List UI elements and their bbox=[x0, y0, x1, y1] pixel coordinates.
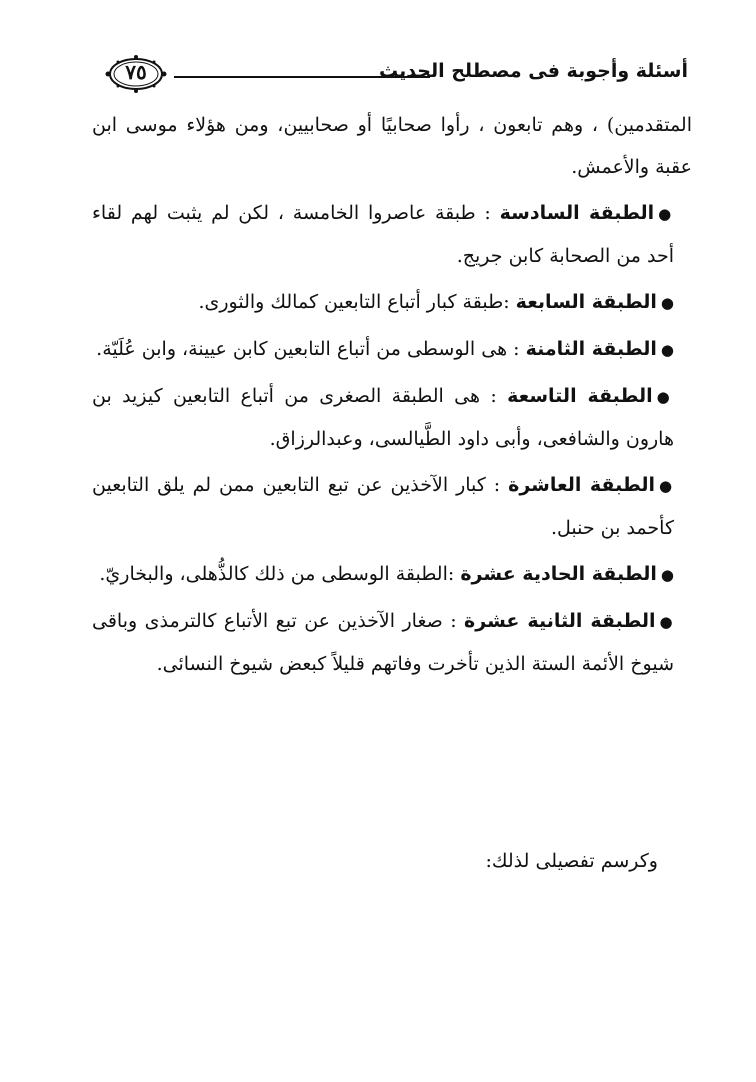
header-title: أسئلة وأجوبة فى مصطلح الحديث bbox=[379, 60, 688, 82]
paragraph-tabaqa-9 bbox=[92, 375, 692, 460]
paragraph-text: :طبقة كبار أتباع التابعين كمالك والثورى. bbox=[198, 291, 510, 313]
paragraph-term: الطبقة السادسة bbox=[499, 202, 655, 224]
paragraph-text: : هى الطبقة الصغرى من أتباع التابعين كيزيد بن هارون والشافعى، وأبى داود الطَّيالسى، وعبدالرزاق. bbox=[92, 385, 674, 450]
paragraph-tabaqa-10 bbox=[92, 464, 692, 549]
paragraph-term: الطبقة الثانية عشرة bbox=[464, 610, 656, 632]
paragraph-text: : صغار الآخذين عن تبع الأتباع كالترمذى وباقى شيوخ الأئمة الستة الذين تأخرت وفاتهم قليلاً كبعض شيوخ النسائى. bbox=[92, 610, 674, 675]
bullet-icon: ● bbox=[656, 388, 674, 406]
bullet-icon: ● bbox=[659, 613, 674, 631]
paragraph-tabaqa-11 bbox=[92, 553, 692, 596]
bullet-icon: ● bbox=[660, 341, 674, 359]
paragraph-text: : هى الوسطى من أتباع التابعين كابن عيينة، وابن عُلَيّة. bbox=[96, 338, 520, 360]
diagram-intro-text: وكرسم تفصيلى لذلك: bbox=[485, 850, 658, 872]
bullet-icon: ● bbox=[659, 477, 674, 495]
bullet-icon: ● bbox=[660, 294, 674, 312]
bullet-icon: ● bbox=[658, 205, 674, 223]
paragraph-intro bbox=[92, 104, 692, 188]
page-number-badge bbox=[104, 54, 168, 94]
paragraph-tabaqa-7 bbox=[92, 281, 692, 324]
paragraph-tabaqa-6 bbox=[92, 192, 692, 277]
paragraph-text: :الطبقة الوسطى من ذلك كالذُّهلى، والبخاريّ. bbox=[99, 563, 455, 585]
running-header bbox=[96, 52, 688, 100]
paragraph-term: الطبقة السابعة bbox=[515, 291, 657, 313]
paragraph-text: : طبقة عاصروا الخامسة ، لكن لم يثبت لهم لقاء أحد من الصحابة كابن جريج. bbox=[92, 202, 674, 267]
paragraph-text: : كبار الآخذين عن تبع التابعين ممن لم يلق التابعين كأحمد بن حنبل. bbox=[92, 474, 674, 539]
header-rule bbox=[174, 76, 430, 78]
paragraph-tabaqa-8 bbox=[92, 328, 692, 371]
bullet-icon: ● bbox=[660, 566, 674, 584]
paragraph-term: الطبقة الثامنة bbox=[525, 338, 657, 360]
body-text bbox=[92, 104, 692, 689]
paragraph-term: الطبقة العاشرة bbox=[508, 474, 655, 496]
paragraph-tabaqa-12 bbox=[92, 600, 692, 685]
paragraph-term: الطبقة الحادية عشرة bbox=[460, 563, 657, 585]
page-number: ٧٥ bbox=[125, 60, 147, 84]
paragraph-text: المتقدمين) ، وهم تابعون ، رأوا صحابيًا أو صحابيين، ومن هؤلاء موسى ابن عقبة والأعمش. bbox=[92, 114, 692, 178]
paragraph-term: الطبقة التاسعة bbox=[507, 385, 653, 407]
